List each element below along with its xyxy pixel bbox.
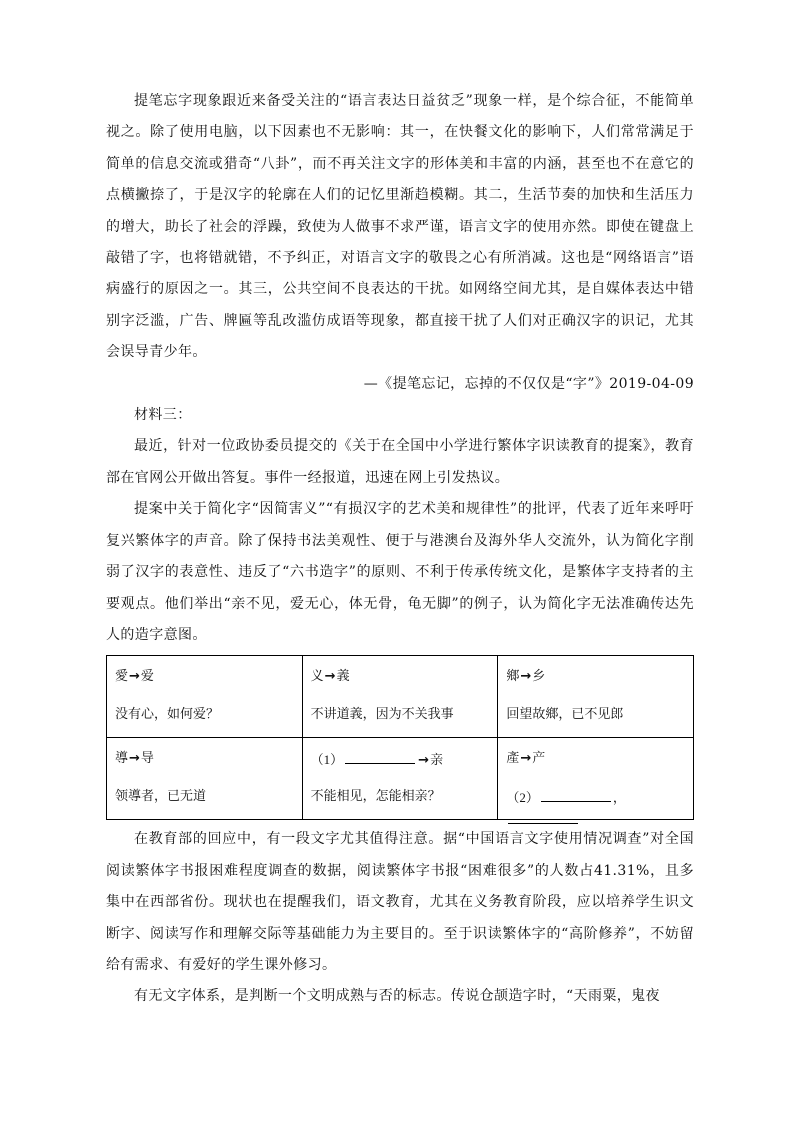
arrow-icon: → <box>418 753 430 769</box>
arrow-icon: → <box>520 669 532 685</box>
char-note: 不讲道義，因为不关我事 <box>310 707 454 723</box>
answer-blank-2a[interactable] <box>541 787 611 802</box>
table-cell-dao <box>107 738 303 820</box>
document-body <box>106 86 694 1013</box>
paragraph-ministry-response: 在教育部的回应中，有一段文字尤其值得注意。据“中国语言文字使用情况调查”对全国阅读繁体字书报困难程度调查的数据，阅读繁体字书报“困难很多”的人数占41.31%，且多集中在西部省份。现状也在提醒我们，语文教育，尤其在义务教育阶段，应以培养学生识文断字、阅读写作和理解交际等基础能力为主要目的。至于识读繁体字的“高阶修养”，不妨留给有需求、有爱好的学生课外修习。 <box>106 831 694 973</box>
character-comparison-table <box>106 655 694 820</box>
paragraph-proposal-views: 提案中关于简化字“因简害义”“有损汉字的艺术美和规律性”的批评，代表了近年来呼吁复兴繁体字的声音。除了保持书法美观性、便于与港澳台及海外华人交流外，认为简化字削弱了汉字的表意性、违反了“六书造字”的原则、不利于传承传统文化，是繁体字支持者的主要观点。他们举出“亲不见，爱无心，体无骨，龟无脚”的例子，认为简化字无法准确传达先人的造字意图。 <box>106 501 694 643</box>
char-note: 领導者，已无道 <box>115 789 207 805</box>
table-row <box>107 738 694 820</box>
blank-number-2: （2） <box>506 790 539 806</box>
paragraph-tibi-wangzi: 提笔忘字现象跟近来备受关注的“语言表达日益贫乏”现象一样，是个综合征，不能简单视之。除了使用电脑，以下因素也不无影响：其一，在快餐文化的影响下，人们常常满足于简单的信息交流或猎奇“八卦”，而不再关注文字的形体美和丰富的内涵，甚至也不在意它的点横撇捺了，于是汉字的轮廓在人们的记忆里渐趋模糊。其二，生活节奏的加快和生活压力的增大，助长了社会的浮躁，致使为人做事不求严谨，语言文字的使用亦然。即使在键盘上敲错了字，也将错就错，不予纠正，对语言文字的敬畏之心有所消减。这也是“网络语言”语病盛行的原因之一。其三，公共空间不良表达的干扰。如网络空间尤其，是自媒体表达中错别字泛滥，广告、牌匾等乱改滥仿成语等现象，都直接干扰了人们对正确汉字的识记，尤其会误导青少年。 <box>106 93 694 361</box>
paragraph-writing-system: 有无文字体系，是判断一个文明成熟与否的标志。传说仓颉造字时，“天雨粟，鬼夜 <box>134 988 660 1005</box>
arrow-icon: → <box>129 751 140 767</box>
char-note <box>506 787 693 807</box>
char-pair: 導→导 <box>115 751 154 767</box>
table-cell-ai <box>107 656 303 738</box>
char-note: 回望故鄉，已不见郎 <box>506 707 624 723</box>
table-cell-yi <box>302 656 498 738</box>
answer-blank-1[interactable] <box>345 749 415 764</box>
char-note: 不能相见，怎能相亲？ <box>310 789 441 805</box>
char-note: 没有心，如何爱？ <box>115 707 220 723</box>
source-citation: —《提笔忘记，忘掉的不仅仅是“字”》2019-04-09 <box>363 375 694 392</box>
char-pair: 鄉→乡 <box>506 669 546 685</box>
char-pair: 產→产 <box>506 751 546 767</box>
paragraph-proposal-news: 最近，针对一位政协委员提交的《关于在全国中小学进行繁体字识读教育的提案》，教育部在官网公开做出答复。事件一经报道，迅速在网上引发热议。 <box>106 438 694 486</box>
char-pair: 义→義 <box>310 669 350 685</box>
blank-separator: ， <box>612 791 626 807</box>
arrow-icon: → <box>324 669 336 685</box>
material-label: 材料三： <box>134 407 192 424</box>
blank-number-1: （1） <box>310 752 344 768</box>
table-cell-qin <box>302 738 498 820</box>
table-cell-xiang <box>498 656 694 738</box>
table-row <box>107 656 694 738</box>
char-pair: （1） →亲 <box>311 749 498 769</box>
arrow-icon: → <box>520 751 532 767</box>
arrow-icon: → <box>129 669 140 685</box>
answer-blank-2b[interactable] <box>508 809 578 824</box>
table-cell-chan <box>498 738 694 820</box>
char-pair: 愛→爱 <box>115 669 154 685</box>
